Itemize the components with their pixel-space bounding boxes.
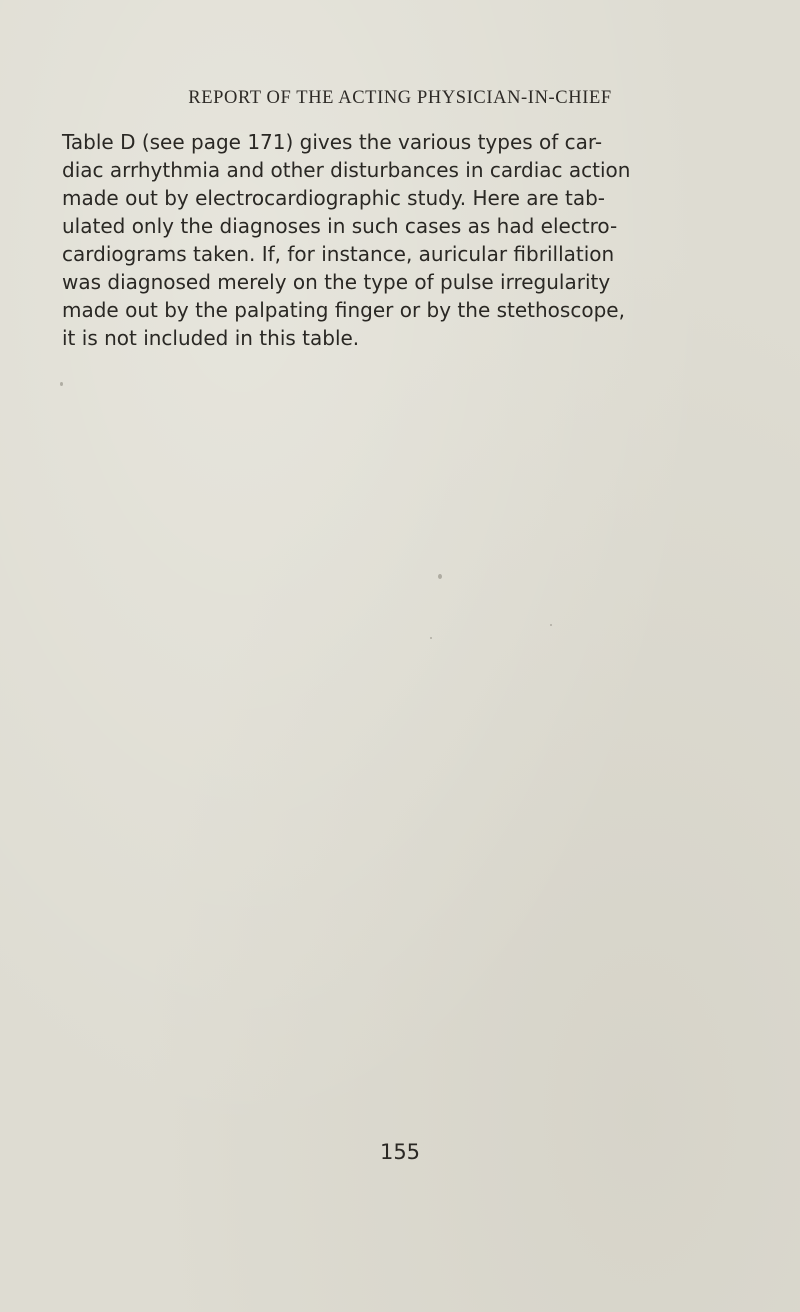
paper-speck [438,574,442,579]
paragraph-line: made out by the palpating finger or by the stethoscope, [62,298,625,322]
paragraph-line: diac arrhythmia and other disturbances in cardiac action [62,158,631,182]
page-number: 155 [379,1140,421,1164]
paragraph-line: it is not included in this table. [62,326,360,350]
body-paragraph [62,128,702,352]
paragraph-line: Table D (see page 171) gives the various types of car- [62,130,603,154]
paragraph-line: was diagnosed merely on the type of pulse irregularity [62,270,611,294]
running-head: REPORT OF THE ACTING PHYSICIAN-IN-CHIEF [188,88,612,108]
paper-speck [550,624,552,626]
paragraph-line: cardiograms taken. If, for instance, auricular fibrillation [62,242,615,266]
paper-speck [430,637,432,639]
paragraph-line: ulated only the diagnoses in such cases as had electro- [62,214,618,238]
paper-speck [60,382,63,386]
paragraph-line: made out by electrocardiographic study. Here are tab- [62,186,606,210]
